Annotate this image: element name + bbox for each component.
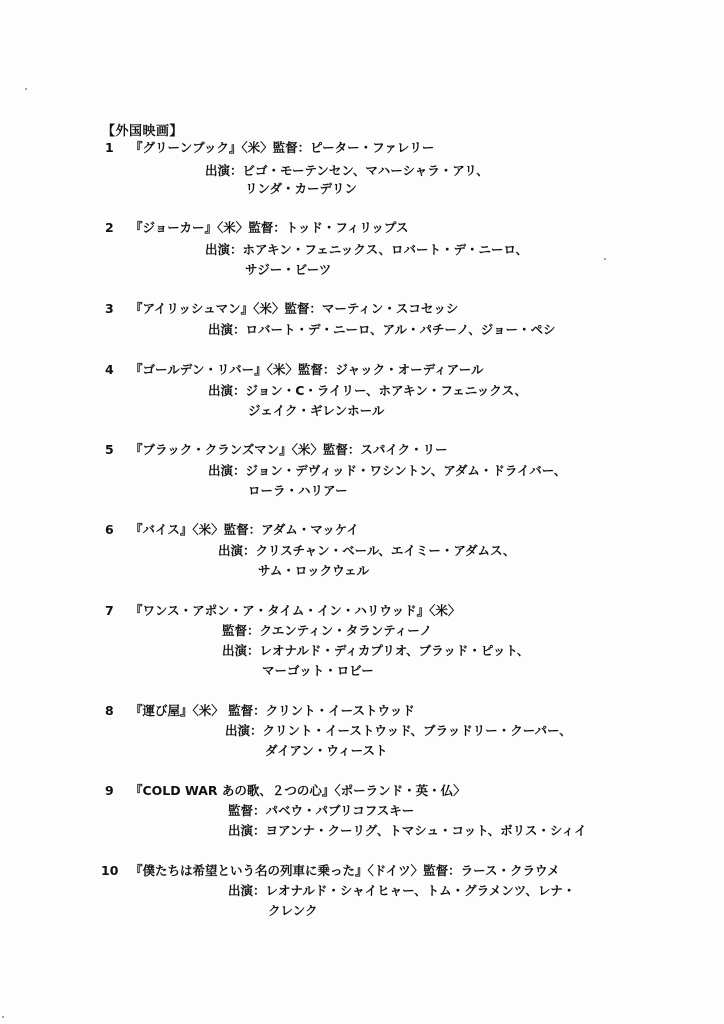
film-1-number: 1 (105, 140, 114, 155)
film-8-title-line: 『運び屋』〈米〉 監督：クリント・イーストウッド (130, 703, 415, 718)
film-10-cast-line-1: 出演：レオナルド・シャイヒャー、トム・グラメンツ、レナ・ (228, 883, 576, 898)
film-8-cast-line-1: 出演：クリント・イーストウッド、ブラッドリー・クーパー、 (225, 723, 572, 738)
film-2-cast-line-1: 出演：ホアキン・フェニックス、ロバート・デ・ニーロ、 (205, 242, 529, 257)
film-10-number: 10 (101, 863, 119, 878)
film-8-cast-line-2: ダイアン・ウィースト (265, 743, 388, 758)
film-4-cast-line-2: ジェイク・ギレンホール (248, 403, 385, 418)
film-6-cast-line-2: サム・ロックウェル (258, 563, 370, 578)
film-10-cast-line-2: クレンク (268, 903, 318, 918)
film-7-cast-line-2: マーゴット・ロビー (262, 663, 374, 678)
film-3-cast-line-1: 出演：ロバート・デ・ニーロ、アル・パチーノ、ジョー・ペシ (208, 322, 556, 337)
film-2-cast-line-2: サジー・ビーツ (245, 262, 332, 277)
film-9-cast-line-1: 出演：ヨアンナ・クーリグ、トマシュ・コット、ボリス・シィイ (228, 823, 587, 838)
film-3-title-line: 『アイリッシュマン』〈米〉監督：マーティン・スコセッシ (130, 301, 459, 316)
film-5-title-line: 『ブラック・クランズマン』〈米〉監督：スパイク・リー (130, 442, 448, 457)
film-6-number: 6 (105, 522, 114, 537)
film-3-number: 3 (105, 301, 114, 316)
film-6-title-line: 『バイス』〈米〉監督：アダム・マッケイ (130, 522, 359, 537)
film-7-cast-line-1: 出演：レオナルド・ディカプリオ、ブラッド・ピット、 (222, 643, 530, 658)
film-8-number: 8 (105, 703, 114, 718)
film-9-director-line: 監督：パベウ・パブリコフスキー (228, 803, 415, 818)
film-5-cast-line-1: 出演：ジョン・デヴィッド・ワシントン、アダム・ドライバー、 (208, 463, 567, 478)
scan-speck (2, 1016, 4, 1018)
film-7-director-line: 監督：クエンティン・タランティーノ (222, 623, 433, 638)
film-7-number: 7 (105, 603, 114, 618)
scan-speck (25, 88, 27, 90)
section-title: 【外国映画】 (102, 124, 184, 139)
film-1-cast-line-2: リンダ・カーデリン (245, 181, 358, 196)
film-9-number: 9 (105, 783, 114, 798)
film-2-title-line: 『ジョーカー』〈米〉監督：トッド・フィリップス (130, 220, 409, 235)
film-6-cast-line-1: 出演：クリスチャン・ベール、エイミー・アダムス、 (218, 543, 516, 558)
film-9-title-line: 『COLD WAR あの歌、２つの心』〈ポーランド・英・仏〉 (130, 783, 466, 798)
scan-speck (604, 258, 606, 260)
film-4-cast-line-1: 出演：ジョン・C・ライリー、ホアキン・フェニックス、 (208, 383, 528, 398)
film-4-number: 4 (105, 362, 114, 377)
film-10-title-line: 『僕たちは希望という名の列車に乗った』〈ドイツ〉監督：ラース・クラウメ (130, 863, 560, 878)
film-7-title-line: 『ワンス・アポン・ア・タイム・イン・ハリウッド』〈米〉 (130, 603, 461, 618)
film-4-title-line: 『ゴールデン・リバー』〈米〉監督：ジャック・オーディアール (130, 362, 484, 377)
film-5-cast-line-2: ローラ・ハリアー (248, 483, 348, 498)
film-1-cast-line-1: 出演：ビゴ・モーテンセン、マハーシャラ・アリ、 (205, 163, 489, 178)
film-5-number: 5 (105, 442, 114, 457)
film-2-number: 2 (105, 220, 114, 235)
film-1-title-line: 『グリーンブック』〈米〉監督：ピーター・ファレリー (130, 140, 435, 155)
